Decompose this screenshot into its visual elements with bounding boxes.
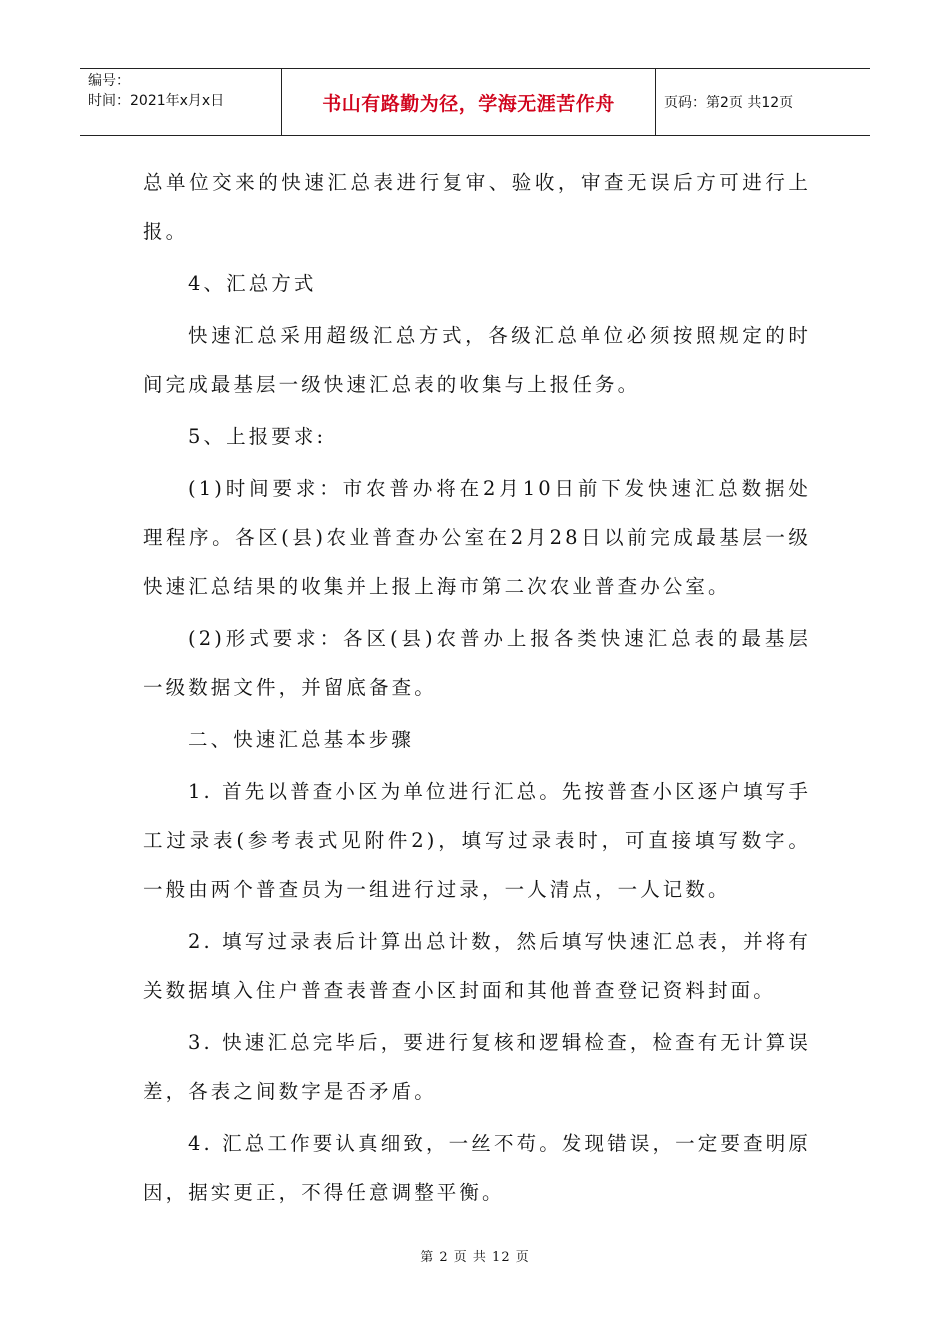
header-page-info: 页码：第2页 共12页 [664,95,794,111]
section-heading: 4、汇总方式 [188,272,317,295]
header-motto: 书山有路勤为径，学海无涯苦作舟 [282,69,656,135]
paragraph: 快速汇总采用超级汇总方式，各级汇总单位必须按照规定的时间完成最基层一级快速汇总表的收集与上报任务。 [143,324,811,396]
paragraph: (1)时间要求：市农普办将在2月10日前下发快速汇总数据处理程序。各区(县)农业普查办公室在2月28日以前完成最基层一级快速汇总结果的收集并上报上海市第二次农业普查办公室。 [143,477,811,598]
paragraph: 3. 快速汇总完毕后，要进行复核和逻辑检查，检查有无计算误差，各表之间数字是否矛盾。 [143,1031,811,1103]
paragraph: 2. 填写过录表后计算出总计数，然后填写快速汇总表，并将有关数据填入住户普查表普查小区封面和其他普查登记资料封面。 [143,930,811,1002]
section-heading: 5、上报要求: [188,425,327,448]
paragraph: (2)形式要求：各区(县)农普办上报各类快速汇总表的最基层一级数据文件，并留底备查。 [143,627,811,699]
paragraph: 1. 首先以普查小区为单位进行汇总。先按普查小区逐户填写手工过录表(参考表式见附件2)，填写过录表时，可直接填写数字。一般由两个普查员为一组进行过录，一人清点，一人记数。 [143,780,811,901]
section-heading: 二、快速汇总基本步骤 [188,728,415,751]
header-meta [80,69,282,135]
paragraph: 4. 汇总工作要认真细致，一丝不苟。发现错误，一定要查明原因，据实更正，不得任意调整平衡。 [143,1132,811,1204]
document-number-label: 编号： [88,73,130,89]
page-footer: 第 2 页 共 12 页 [420,1250,530,1265]
paragraph: 总单位交来的快速汇总表进行复审、验收，审查无误后方可进行上报。 [143,171,811,243]
document-date: 时间：2021年x月x日 [88,93,225,109]
page-header [80,68,870,136]
document-body [143,158,811,1220]
